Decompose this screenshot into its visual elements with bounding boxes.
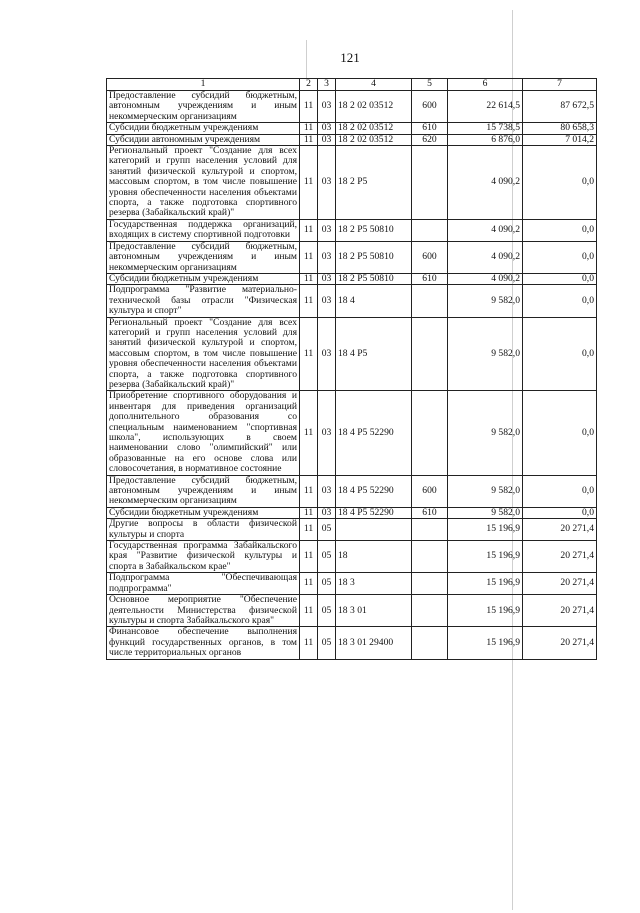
cell-target-article: 18 2 02 03512 [336, 123, 412, 134]
cell-amount-2: 0,0 [523, 317, 597, 391]
fold-line-left [306, 40, 307, 80]
cell-target-article: 18 3 01 [336, 595, 412, 627]
cell-name: Государственная программа Забайкальского края "Развитие физической культуры и спорта в Забайкальском крае" [107, 541, 300, 573]
table-row [107, 507, 597, 518]
cell-amount-1: 15 196,9 [448, 595, 523, 627]
cell-name: Подпрограмма "Развитие материально-технической базы отрасли "Физическая культура и спорт" [107, 285, 300, 317]
cell-subsection: 03 [318, 123, 336, 134]
cell-section: 11 [300, 241, 318, 273]
column-header-5: 5 [412, 79, 448, 91]
cell-name: Другие вопросы в области физической культуры и спорта [107, 519, 300, 541]
cell-amount-2: 0,0 [523, 241, 597, 273]
cell-expense-type: 610 [412, 123, 448, 134]
cell-section: 11 [300, 519, 318, 541]
cell-amount-1: 9 582,0 [448, 317, 523, 391]
cell-expense-type [412, 146, 448, 220]
table-row [107, 219, 597, 241]
cell-amount-1: 9 582,0 [448, 285, 523, 317]
cell-amount-2: 0,0 [523, 507, 597, 518]
table-row [107, 519, 597, 541]
column-header-2: 2 [300, 79, 318, 91]
table-row [107, 285, 597, 317]
column-header-3: 3 [318, 79, 336, 91]
cell-amount-1: 15 196,9 [448, 573, 523, 595]
cell-target-article: 18 [336, 541, 412, 573]
table-row [107, 627, 597, 659]
cell-section: 11 [300, 627, 318, 659]
cell-amount-2: 0,0 [523, 285, 597, 317]
cell-subsection: 03 [318, 91, 336, 123]
cell-target-article: 18 2 02 03512 [336, 134, 412, 145]
cell-amount-1: 9 582,0 [448, 391, 523, 475]
cell-subsection: 03 [318, 285, 336, 317]
cell-amount-2: 0,0 [523, 391, 597, 475]
cell-expense-type [412, 573, 448, 595]
cell-amount-1: 6 876,0 [448, 134, 523, 145]
cell-name: Подпрограмма "Обеспечивающая подпрограмма" [107, 573, 300, 595]
cell-target-article: 18 4 P5 52290 [336, 391, 412, 475]
cell-subsection: 03 [318, 317, 336, 391]
cell-amount-2: 20 271,4 [523, 541, 597, 573]
cell-target-article: 18 2 02 03512 [336, 91, 412, 123]
cell-section: 11 [300, 219, 318, 241]
cell-name: Субсидии бюджетным учреждениям [107, 123, 300, 134]
table-row [107, 573, 597, 595]
cell-name: Субсидии бюджетным учреждениям [107, 507, 300, 518]
cell-section: 11 [300, 285, 318, 317]
cell-expense-type [412, 391, 448, 475]
cell-amount-1: 15 738,5 [448, 123, 523, 134]
cell-section: 11 [300, 507, 318, 518]
cell-amount-2: 87 672,5 [523, 91, 597, 123]
cell-target-article: 18 3 01 29400 [336, 627, 412, 659]
cell-amount-2: 0,0 [523, 273, 597, 284]
cell-target-article: 18 2 P5 50810 [336, 241, 412, 273]
cell-subsection: 03 [318, 391, 336, 475]
cell-expense-type [412, 519, 448, 541]
cell-subsection: 03 [318, 475, 336, 507]
cell-target-article: 18 4 P5 52290 [336, 507, 412, 518]
cell-amount-2: 20 271,4 [523, 627, 597, 659]
cell-expense-type: 600 [412, 241, 448, 273]
table-row [107, 391, 597, 475]
cell-expense-type [412, 595, 448, 627]
cell-expense-type [412, 219, 448, 241]
cell-expense-type: 610 [412, 507, 448, 518]
cell-amount-2: 80 658,3 [523, 123, 597, 134]
column-header-6: 6 [448, 79, 523, 91]
column-header-1: 1 [107, 79, 300, 91]
cell-section: 11 [300, 573, 318, 595]
cell-target-article: 18 4 P5 52290 [336, 475, 412, 507]
cell-subsection: 05 [318, 541, 336, 573]
table-row [107, 134, 597, 145]
table-row [107, 595, 597, 627]
cell-amount-2: 0,0 [523, 219, 597, 241]
cell-expense-type [412, 627, 448, 659]
cell-subsection: 03 [318, 507, 336, 518]
cell-section: 11 [300, 146, 318, 220]
cell-section: 11 [300, 391, 318, 475]
cell-name: Приобретение спортивного оборудования и инвентаря для приведения организаций дополнительного образования со специальным наименованием "спортивная школа", использующих в своем наименовании слово "олимпийский" или образованные на его основе слова или словосочетания, в нормативное состояние [107, 391, 300, 475]
cell-subsection: 03 [318, 134, 336, 145]
cell-amount-1: 15 196,9 [448, 541, 523, 573]
cell-name: Предоставление субсидий бюджетным, автономным учреждениям и иным некоммерческим организациям [107, 475, 300, 507]
table-row [107, 317, 597, 391]
cell-target-article [336, 519, 412, 541]
cell-subsection: 05 [318, 627, 336, 659]
cell-subsection: 05 [318, 595, 336, 627]
table-row [107, 146, 597, 220]
cell-section: 11 [300, 273, 318, 284]
table-header-row [107, 79, 597, 91]
cell-name: Субсидии бюджетным учреждениям [107, 273, 300, 284]
table-row [107, 123, 597, 134]
cell-target-article: 18 4 [336, 285, 412, 317]
cell-target-article: 18 2 P5 [336, 146, 412, 220]
cell-section: 11 [300, 134, 318, 145]
cell-section: 11 [300, 123, 318, 134]
cell-amount-1: 9 582,0 [448, 507, 523, 518]
column-header-4: 4 [336, 79, 412, 91]
cell-expense-type [412, 541, 448, 573]
cell-amount-2: 0,0 [523, 146, 597, 220]
cell-subsection: 03 [318, 146, 336, 220]
cell-subsection: 03 [318, 241, 336, 273]
cell-expense-type: 620 [412, 134, 448, 145]
cell-name: Основное мероприятие "Обеспечение деятельности Министерства физической культуры и спорта Забайкальского края" [107, 595, 300, 627]
cell-expense-type: 610 [412, 273, 448, 284]
cell-expense-type [412, 317, 448, 391]
cell-amount-1: 9 582,0 [448, 475, 523, 507]
cell-amount-1: 15 196,9 [448, 627, 523, 659]
cell-amount-1: 22 614,5 [448, 91, 523, 123]
budget-table [106, 78, 597, 660]
table-row [107, 241, 597, 273]
cell-expense-type [412, 285, 448, 317]
cell-section: 11 [300, 91, 318, 123]
cell-name: Финансовое обеспечение выполнения функций государственных органов, в том числе территориальных органов [107, 627, 300, 659]
table-row [107, 273, 597, 284]
cell-section: 11 [300, 317, 318, 391]
cell-name: Субсидии автономным учреждениям [107, 134, 300, 145]
cell-target-article: 18 4 P5 [336, 317, 412, 391]
cell-name: Региональный проект "Создание для всех категорий и групп населения условий для занятий физической культурой и спортом, массовым спортом, в том числе повышение уровня обеспеченности населения объектами спорта, а также подготовка спортивного резерва (Забайкальский край)" [107, 317, 300, 391]
page-number: 121 [340, 50, 360, 65]
cell-amount-1: 4 090,2 [448, 219, 523, 241]
cell-expense-type: 600 [412, 91, 448, 123]
cell-target-article: 18 2 P5 50810 [336, 273, 412, 284]
cell-target-article: 18 3 [336, 573, 412, 595]
cell-amount-2: 20 271,4 [523, 595, 597, 627]
cell-amount-2: 20 271,4 [523, 573, 597, 595]
cell-amount-2: 20 271,4 [523, 519, 597, 541]
cell-name: Предоставление субсидий бюджетным, автономным учреждениям и иным некоммерческим организациям [107, 241, 300, 273]
table-body [107, 91, 597, 660]
cell-subsection: 03 [318, 273, 336, 284]
cell-name: Региональный проект "Создание для всех категорий и групп населения условий для занятий физической культурой и спортом, массовым спортом, в том числе повышение уровня обеспеченности населения объектами спорта, а также подготовка спортивного резерва (Забайкальский край)" [107, 146, 300, 220]
cell-name: Государственная поддержка организаций, входящих в систему спортивной подготовки [107, 219, 300, 241]
cell-amount-1: 4 090,2 [448, 146, 523, 220]
cell-name: Предоставление субсидий бюджетным, автономным учреждениям и иным некоммерческим организациям [107, 91, 300, 123]
table-row [107, 91, 597, 123]
cell-amount-1: 4 090,2 [448, 241, 523, 273]
cell-amount-1: 15 196,9 [448, 519, 523, 541]
cell-expense-type: 600 [412, 475, 448, 507]
cell-subsection: 05 [318, 519, 336, 541]
column-header-7: 7 [523, 79, 597, 91]
cell-subsection: 03 [318, 219, 336, 241]
cell-amount-2: 0,0 [523, 475, 597, 507]
cell-section: 11 [300, 541, 318, 573]
cell-subsection: 05 [318, 573, 336, 595]
cell-amount-2: 7 014,2 [523, 134, 597, 145]
table-row [107, 475, 597, 507]
cell-amount-1: 4 090,2 [448, 273, 523, 284]
cell-section: 11 [300, 595, 318, 627]
cell-section: 11 [300, 475, 318, 507]
table-row [107, 541, 597, 573]
cell-target-article: 18 2 P5 50810 [336, 219, 412, 241]
